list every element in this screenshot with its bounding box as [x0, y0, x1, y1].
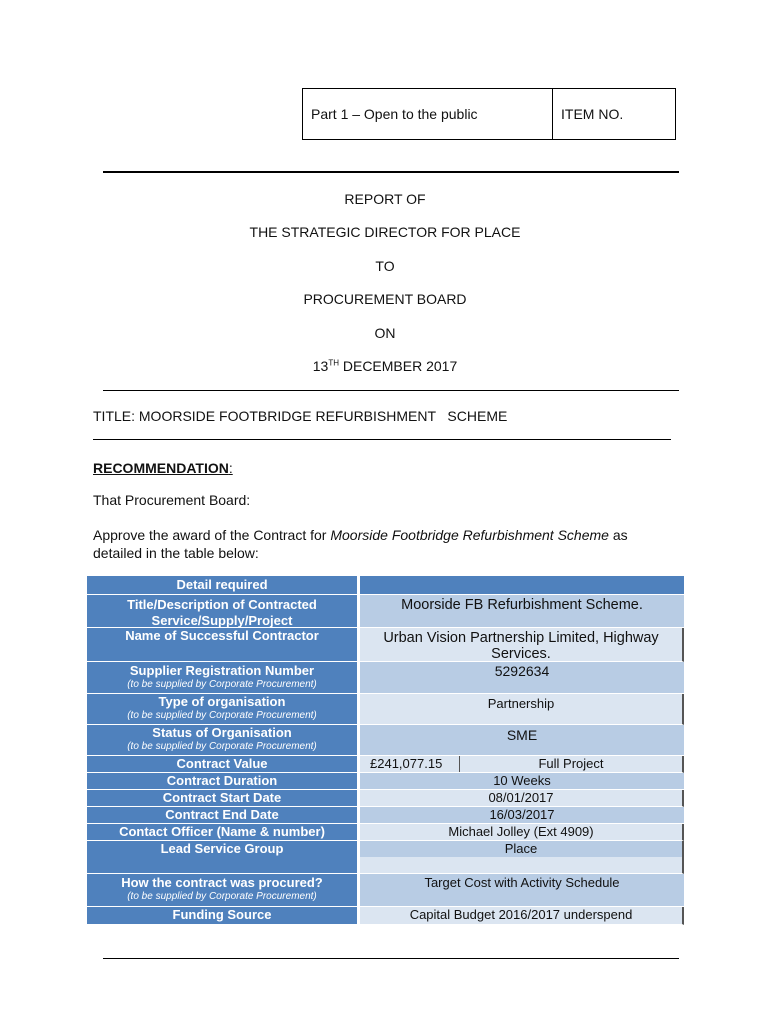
table-row: [87, 824, 684, 841]
title-desc-value-text: Moorside FB Refurbishment Scheme.: [401, 597, 643, 613]
header-value-cell: [360, 576, 684, 595]
report-line-3: TO: [375, 258, 395, 274]
title-desc-label: Title/Description of Contracted Service/Supply/Project: [87, 595, 357, 628]
supplier-reg-label: [87, 662, 357, 694]
contract-value-split: [360, 756, 682, 772]
contract-value-amount: £241,077.15: [360, 756, 460, 772]
status-org-label-text: Status of Organisation: [152, 725, 292, 740]
contractor-value: [360, 628, 684, 662]
type-org-label-text: Type of organisation: [158, 694, 286, 709]
table-row: [87, 907, 684, 925]
divider-mid: [103, 390, 679, 391]
report-title: TITLE: MOORSIDE FOOTBRIDGE REFURBISHMENT SCHEME: [93, 408, 508, 424]
end-date-value: 16/03/2017: [360, 807, 684, 824]
recommendation-heading-text: RECOMMENDATION: [93, 460, 229, 476]
supplier-reg-value: 5292634: [360, 662, 684, 694]
duration-value: 10 Weeks: [360, 773, 684, 790]
funding-label: Funding Source: [87, 907, 357, 925]
recommendation-heading: [93, 460, 233, 476]
date-rest: DECEMBER 2017: [338, 358, 458, 374]
status-org-note: (to be supplied by Corporate Procurement): [127, 741, 317, 752]
table-row: [87, 576, 684, 595]
item-number-label: ITEM NO.: [561, 106, 624, 122]
start-date-label: Contract Start Date: [87, 790, 357, 807]
contract-value-cell: [360, 756, 684, 773]
type-org-note: (to be supplied by Corporate Procurement): [127, 710, 317, 721]
table-row: [87, 807, 684, 824]
report-line-2: THE STRATEGIC DIRECTOR FOR PLACE: [249, 224, 521, 240]
contract-table: [87, 576, 684, 925]
table-row: [87, 790, 684, 807]
date-day: 13: [312, 358, 329, 374]
contact-officer-value: Michael Jolley (Ext 4909): [360, 824, 684, 841]
lead-group-value: Place: [360, 841, 684, 874]
table-row: [87, 841, 684, 874]
report-line-1: REPORT OF: [344, 191, 426, 207]
contract-value-label: Contract Value: [87, 756, 357, 773]
contractor-label: Name of Successful Contractor: [87, 628, 357, 662]
divider-title: [93, 439, 671, 440]
table-row: [87, 756, 684, 773]
table-row: [87, 595, 684, 628]
funding-value: Capital Budget 2016/2017 underspend: [360, 907, 684, 925]
divider-bottom: [103, 958, 679, 959]
recommendation-intro: That Procurement Board:: [93, 492, 251, 508]
table-row: [87, 773, 684, 790]
table-row: [87, 694, 684, 725]
recommendation-colon: :: [228, 460, 233, 476]
approve-prefix: Approve the award of the Contract for: [93, 527, 331, 543]
date-suffix: TH: [328, 358, 339, 368]
procured-label-text: How the contract was procured?: [121, 875, 323, 890]
procured-note: (to be supplied by Corporate Procurement): [127, 891, 317, 902]
approve-italic: Moorside Footbridge Refurbishment Scheme: [330, 527, 609, 543]
report-line-4: PROCUREMENT BOARD: [303, 291, 467, 307]
lead-group-label: Lead Service Group: [87, 841, 357, 874]
detail-required-header: Detail required: [87, 576, 357, 595]
contractor-value-text: Urban Vision Partnership Limited, Highway Services.: [383, 630, 659, 662]
procured-value: Target Cost with Activity Schedule: [360, 874, 684, 907]
type-org-label: [87, 694, 357, 725]
title-desc-value: [360, 595, 684, 628]
contact-officer-label: Contact Officer (Name & number): [87, 824, 357, 841]
contract-value-scope: Full Project: [538, 756, 604, 771]
status-org-label: [87, 725, 357, 756]
report-date: [0, 358, 770, 374]
end-date-label: Contract End Date: [87, 807, 357, 824]
table-row: [87, 874, 684, 907]
table-row: [87, 725, 684, 756]
supplier-reg-note: (to be supplied by Corporate Procurement): [127, 679, 317, 690]
table-row: [87, 628, 684, 662]
status-org-value: SME: [360, 725, 684, 756]
approve-suffix: as detailed in the table below:: [93, 527, 632, 561]
duration-label: Contract Duration: [87, 773, 357, 790]
supplier-reg-label-text: Supplier Registration Number: [129, 663, 315, 678]
report-line-5: ON: [374, 325, 396, 341]
divider-top: [103, 171, 679, 173]
header-box: [302, 88, 676, 140]
procured-label: [87, 874, 357, 907]
start-date-value: 08/01/2017: [360, 790, 684, 807]
approve-paragraph: [93, 526, 678, 562]
part-label: Part 1 – Open to the public: [303, 89, 553, 139]
table-row: [87, 662, 684, 694]
type-org-value: Partnership: [360, 694, 684, 725]
